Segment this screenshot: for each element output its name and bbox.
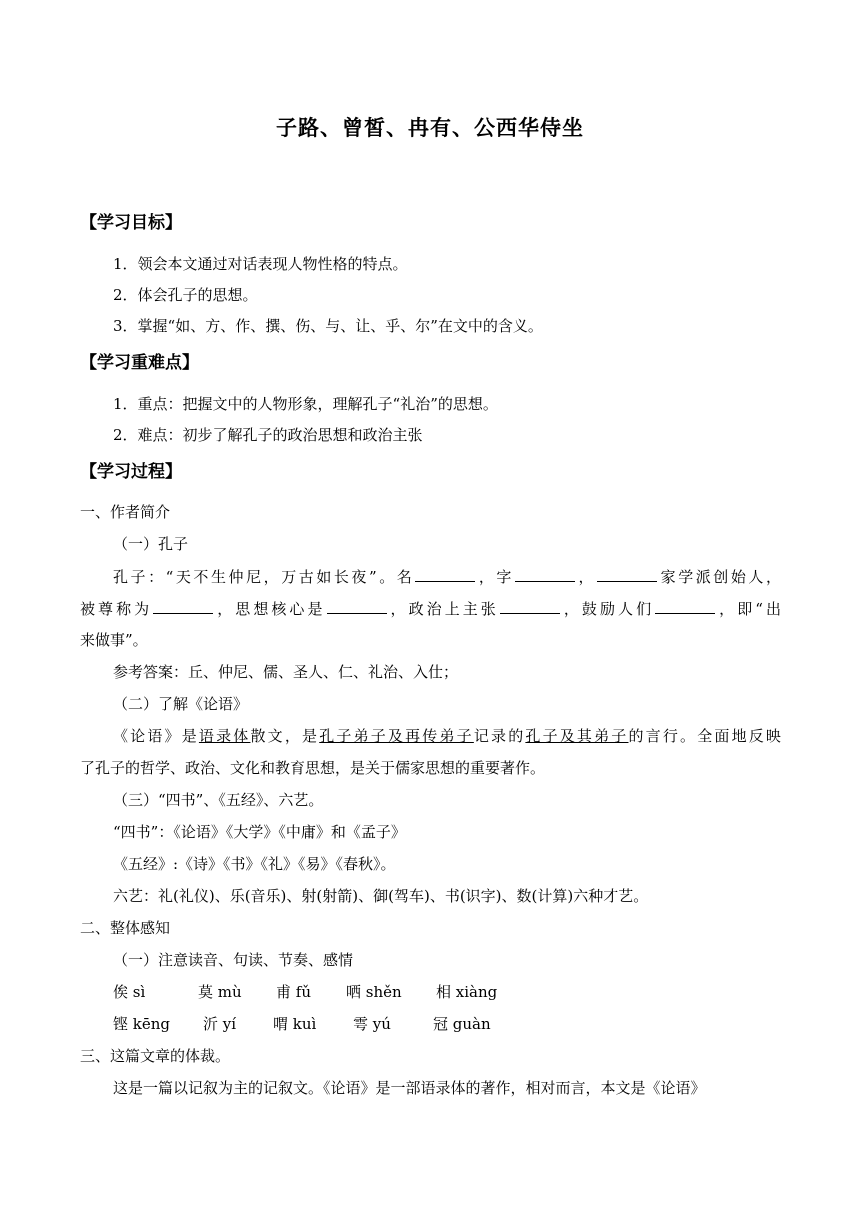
section-heading-keypoints: 【学习重难点】 xyxy=(80,353,199,373)
pinyin-item: 冠 guàn xyxy=(433,1015,491,1033)
underlined-term: 孔子弟子及再传弟子 xyxy=(319,727,474,745)
pinyin-item: 雩 yú xyxy=(353,1015,391,1033)
confucius-paragraph-line: 孔子：“天不生仲尼，万古如长夜”。名 ，字 ， 家学派创始人， xyxy=(113,568,781,586)
subheading-lunyu: （二）了解《论语》 xyxy=(113,695,249,713)
confucius-paragraph-line: 来做事”。 xyxy=(80,631,148,649)
document-title: 子路、曾皙、冉有、公西华侍坐 xyxy=(276,115,584,140)
fill-blank xyxy=(415,566,475,582)
fill-blank xyxy=(655,598,715,614)
goal-item: 3．掌握“如、方、作、撰、伤、与、让、乎、尔”在文中的含义。 xyxy=(113,317,543,335)
section-heading-goals: 【学习目标】 xyxy=(80,213,182,233)
keypoint-item: 2．难点：初步了解孔子的政治思想和政治主张 xyxy=(113,426,423,444)
goal-item: 2．体会孔子的思想。 xyxy=(113,286,258,304)
underlined-term: 孔子及其弟子 xyxy=(525,727,629,745)
fill-blank xyxy=(153,598,213,614)
underlined-term: 语录体 xyxy=(198,727,251,745)
subheading-reading: （一）注意读音、句读、节奏、感情 xyxy=(113,951,354,969)
confucius-paragraph-line: 被尊称为 ，思想核心是 ，政治上主张 ，鼓励人们 ，即“出 xyxy=(80,600,781,618)
lunyu-paragraph-line: 《论语》是语录体散文，是孔子弟子及再传弟子记录的孔子及其弟子的言行。全面地反映 xyxy=(113,727,781,745)
fill-blank xyxy=(515,566,575,582)
subheading-classics: （三）“四书”、《五经》、六艺。 xyxy=(113,791,324,809)
genre-paragraph-line: 这是一篇以记叙为主的记叙文。《论语》是一部语录体的著作，相对而言，本文是《论语》 xyxy=(113,1079,706,1097)
wujing-line: 《五经》:《诗》《书》《礼》《易》《春秋》。 xyxy=(113,855,396,873)
pinyin-item: 相 xiàng xyxy=(436,983,498,1001)
pinyin-item: 铿 kēng xyxy=(113,1015,170,1033)
reference-answer: 参考答案：丘、仲尼、儒、圣人、仁、礼治、入仕； xyxy=(113,663,459,681)
goal-item: 1．领会本文通过对话表现人物性格的特点。 xyxy=(113,255,408,273)
sishu-line: “四书”：《论语》《大学》《中庸》和《孟子》 xyxy=(113,823,406,841)
subheading-confucius: （一）孔子 xyxy=(113,535,189,553)
fill-blank xyxy=(597,566,657,582)
pinyin-item: 沂 yí xyxy=(203,1015,237,1033)
pinyin-item: 俟 sì xyxy=(113,983,146,1001)
pinyin-item: 甫 fǔ xyxy=(276,983,311,1001)
part-heading-overview: 二、整体感知 xyxy=(80,919,171,937)
fill-blank xyxy=(500,598,560,614)
pinyin-item: 哂 shěn xyxy=(346,983,402,1001)
keypoint-item: 1．重点：把握文中的人物形象，理解孔子“礼治”的思想。 xyxy=(113,395,498,413)
liuyi-line: 六艺：礼(礼仪)、乐(音乐)、射(射箭)、御(驾车)、书(识字)、数(计算)六种才艺。 xyxy=(113,887,649,905)
pinyin-item: 莫 mù xyxy=(198,983,242,1001)
section-heading-process: 【学习过程】 xyxy=(80,462,182,482)
part-heading-author: 一、作者简介 xyxy=(80,503,171,521)
lunyu-paragraph-line: 了孔子的哲学、政治、文化和教育思想，是关于儒家思想的重要著作。 xyxy=(80,759,546,777)
pinyin-item: 喟 kuì xyxy=(273,1015,317,1033)
part-heading-genre: 三、这篇文章的体裁。 xyxy=(80,1047,231,1065)
fill-blank xyxy=(327,598,387,614)
